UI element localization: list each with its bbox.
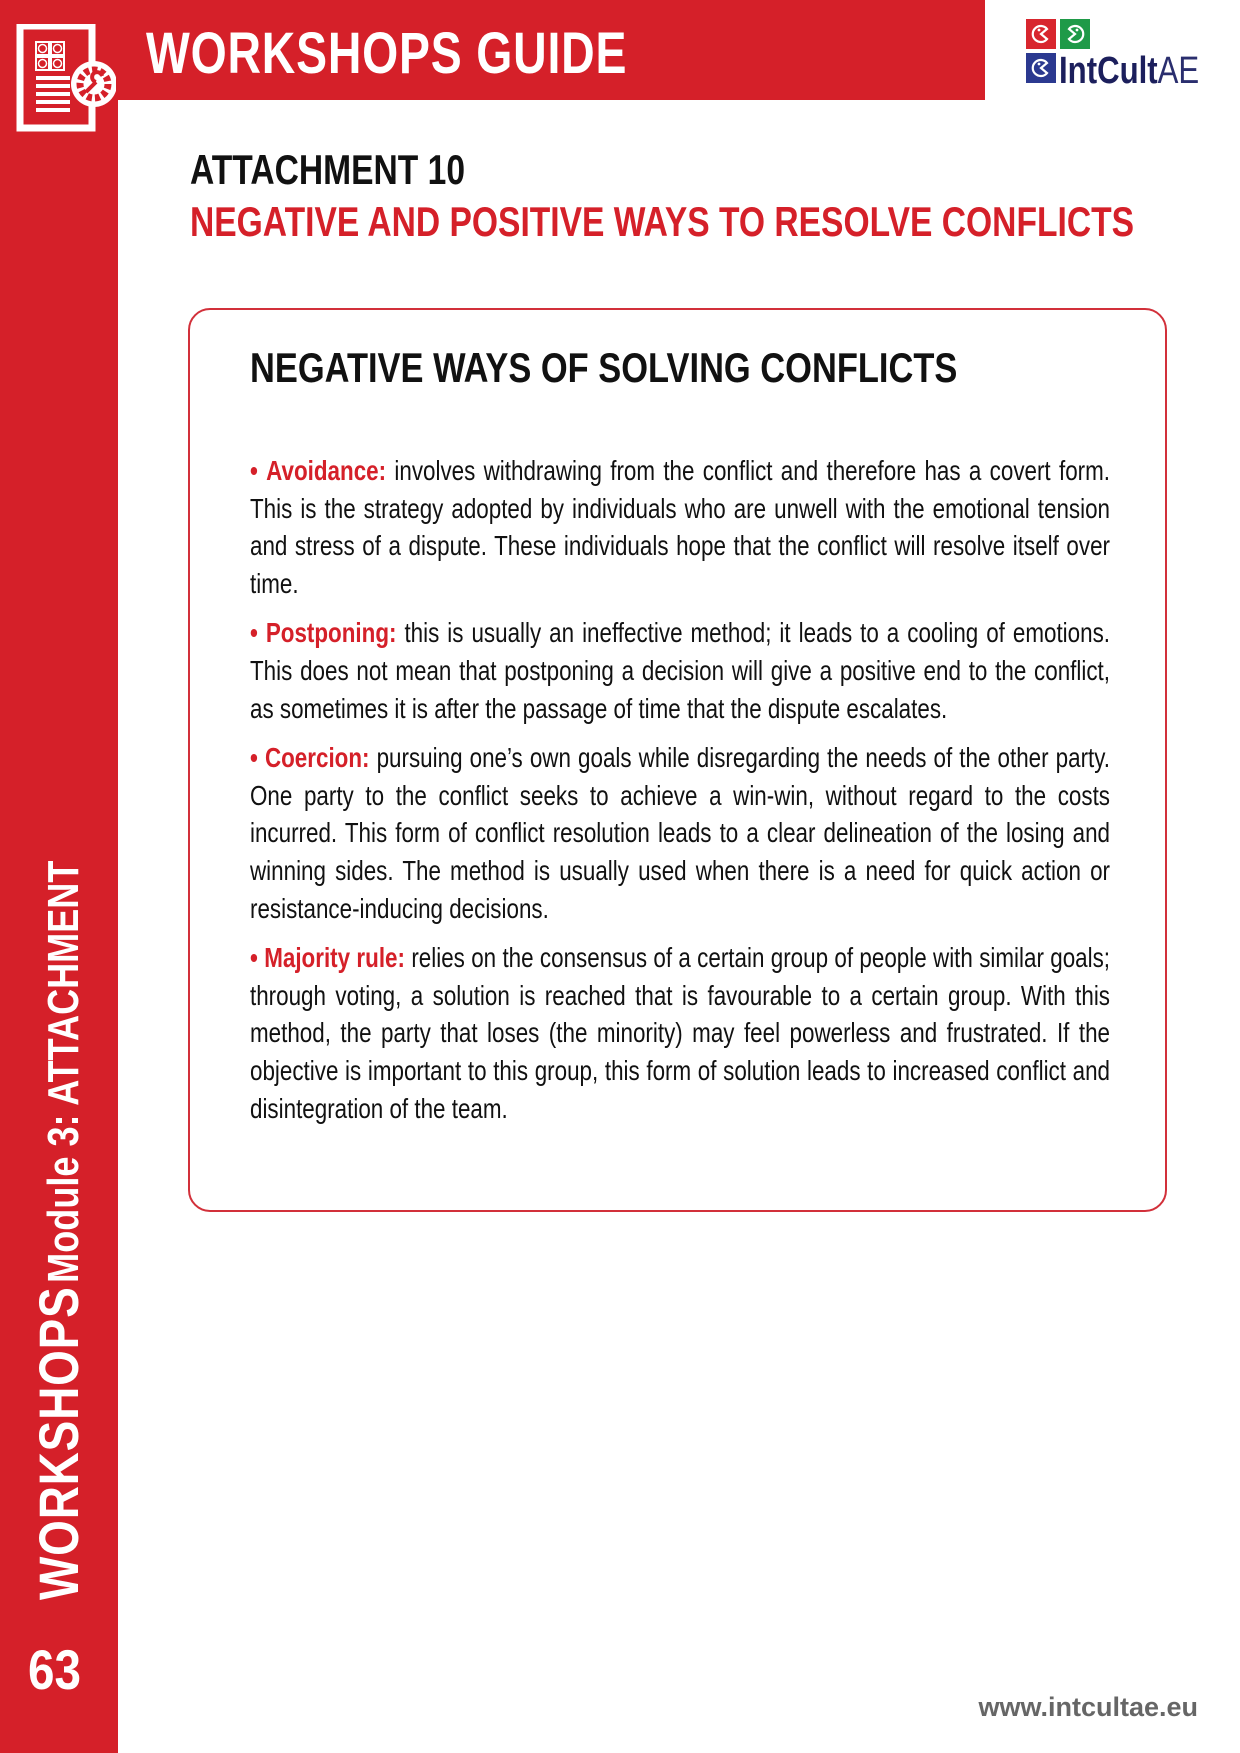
list-item-text: involves withdrawing from the conflict and therefore has a covert form. This is the strategy adopted by individuals who are unwell with the emotional tension and stress of a dispute. These individuals hope that the conflict will resolve itself over time. — [250, 455, 1110, 599]
list-item-bullet: • — [250, 617, 258, 649]
attachment-title: NEGATIVE AND POSITIVE WAYS TO RESOLVE CONFLICTS — [190, 198, 1135, 245]
intcultae-logo — [1024, 19, 1224, 92]
list-item-bullet: • — [250, 942, 258, 974]
list-item-term: Avoidance: — [266, 455, 387, 486]
page-number: 63 — [28, 1638, 81, 1701]
conflict-methods-list — [250, 452, 1110, 1139]
logo-green-square-icon — [1060, 19, 1090, 49]
logo-wordmark-bold: IntCult — [1059, 50, 1158, 92]
list-item-bullet: • — [250, 455, 258, 486]
logo-wordmark-light: AE — [1157, 50, 1200, 92]
sidebar-label-module: Module 3: ATTACHMENT — [39, 860, 88, 1283]
list-item — [250, 739, 1110, 927]
sidebar-vertical-label — [24, 698, 94, 1600]
list-item — [250, 614, 1110, 727]
logo-blue-square-icon — [1026, 53, 1056, 83]
logo-wordmark — [1059, 49, 1199, 93]
list-item-text: relies on the consensus of a certain group of people with similar goals; through voting, a solution is reached that is favourable to a certain group. With this method, the party that loses (the minority) may feel powerless and frustrated. If the objective is important to this group, this form of solution leads to increased conflict and disintegration of the team. — [250, 942, 1111, 1124]
list-item — [250, 939, 1110, 1127]
list-item-text: pursuing one’s own goals while disregarding the needs of the other party. One party to the conflict seeks to achieve a win-win, without regard to the costs incurred. This form of conflict resolution leads to a clear delineation of the losing and winning sides. The method is usually used when there is a need for quick action or resistance-inducing decisions. — [250, 742, 1111, 924]
guide-title: WORKSHOPS GUIDE — [146, 21, 628, 86]
list-item-term: Coercion: — [264, 742, 370, 774]
list-item-bullet: • — [250, 742, 258, 774]
list-item-term: Postponing: — [265, 617, 397, 649]
sidebar-label-workshops: WORKSHOPS — [27, 1286, 90, 1600]
box-heading: NEGATIVE WAYS OF SOLVING CONFLICTS — [250, 344, 958, 391]
attachment-number: ATTACHMENT 10 — [190, 146, 466, 193]
list-item-term: Majority rule: — [264, 942, 405, 974]
workshop-guide-icon — [16, 24, 116, 134]
footer-website-link[interactable]: www.intcultae.eu — [978, 1692, 1198, 1722]
list-item-text: this is usually an ineffective method; it leads to a cooling of emotions. This does not mean that postponing a decision will give a positive end to the conflict, as sometimes it is after the passage of time that the dispute escalates. — [250, 617, 1110, 724]
logo-red-square-icon — [1026, 19, 1056, 49]
list-item — [250, 452, 1110, 602]
